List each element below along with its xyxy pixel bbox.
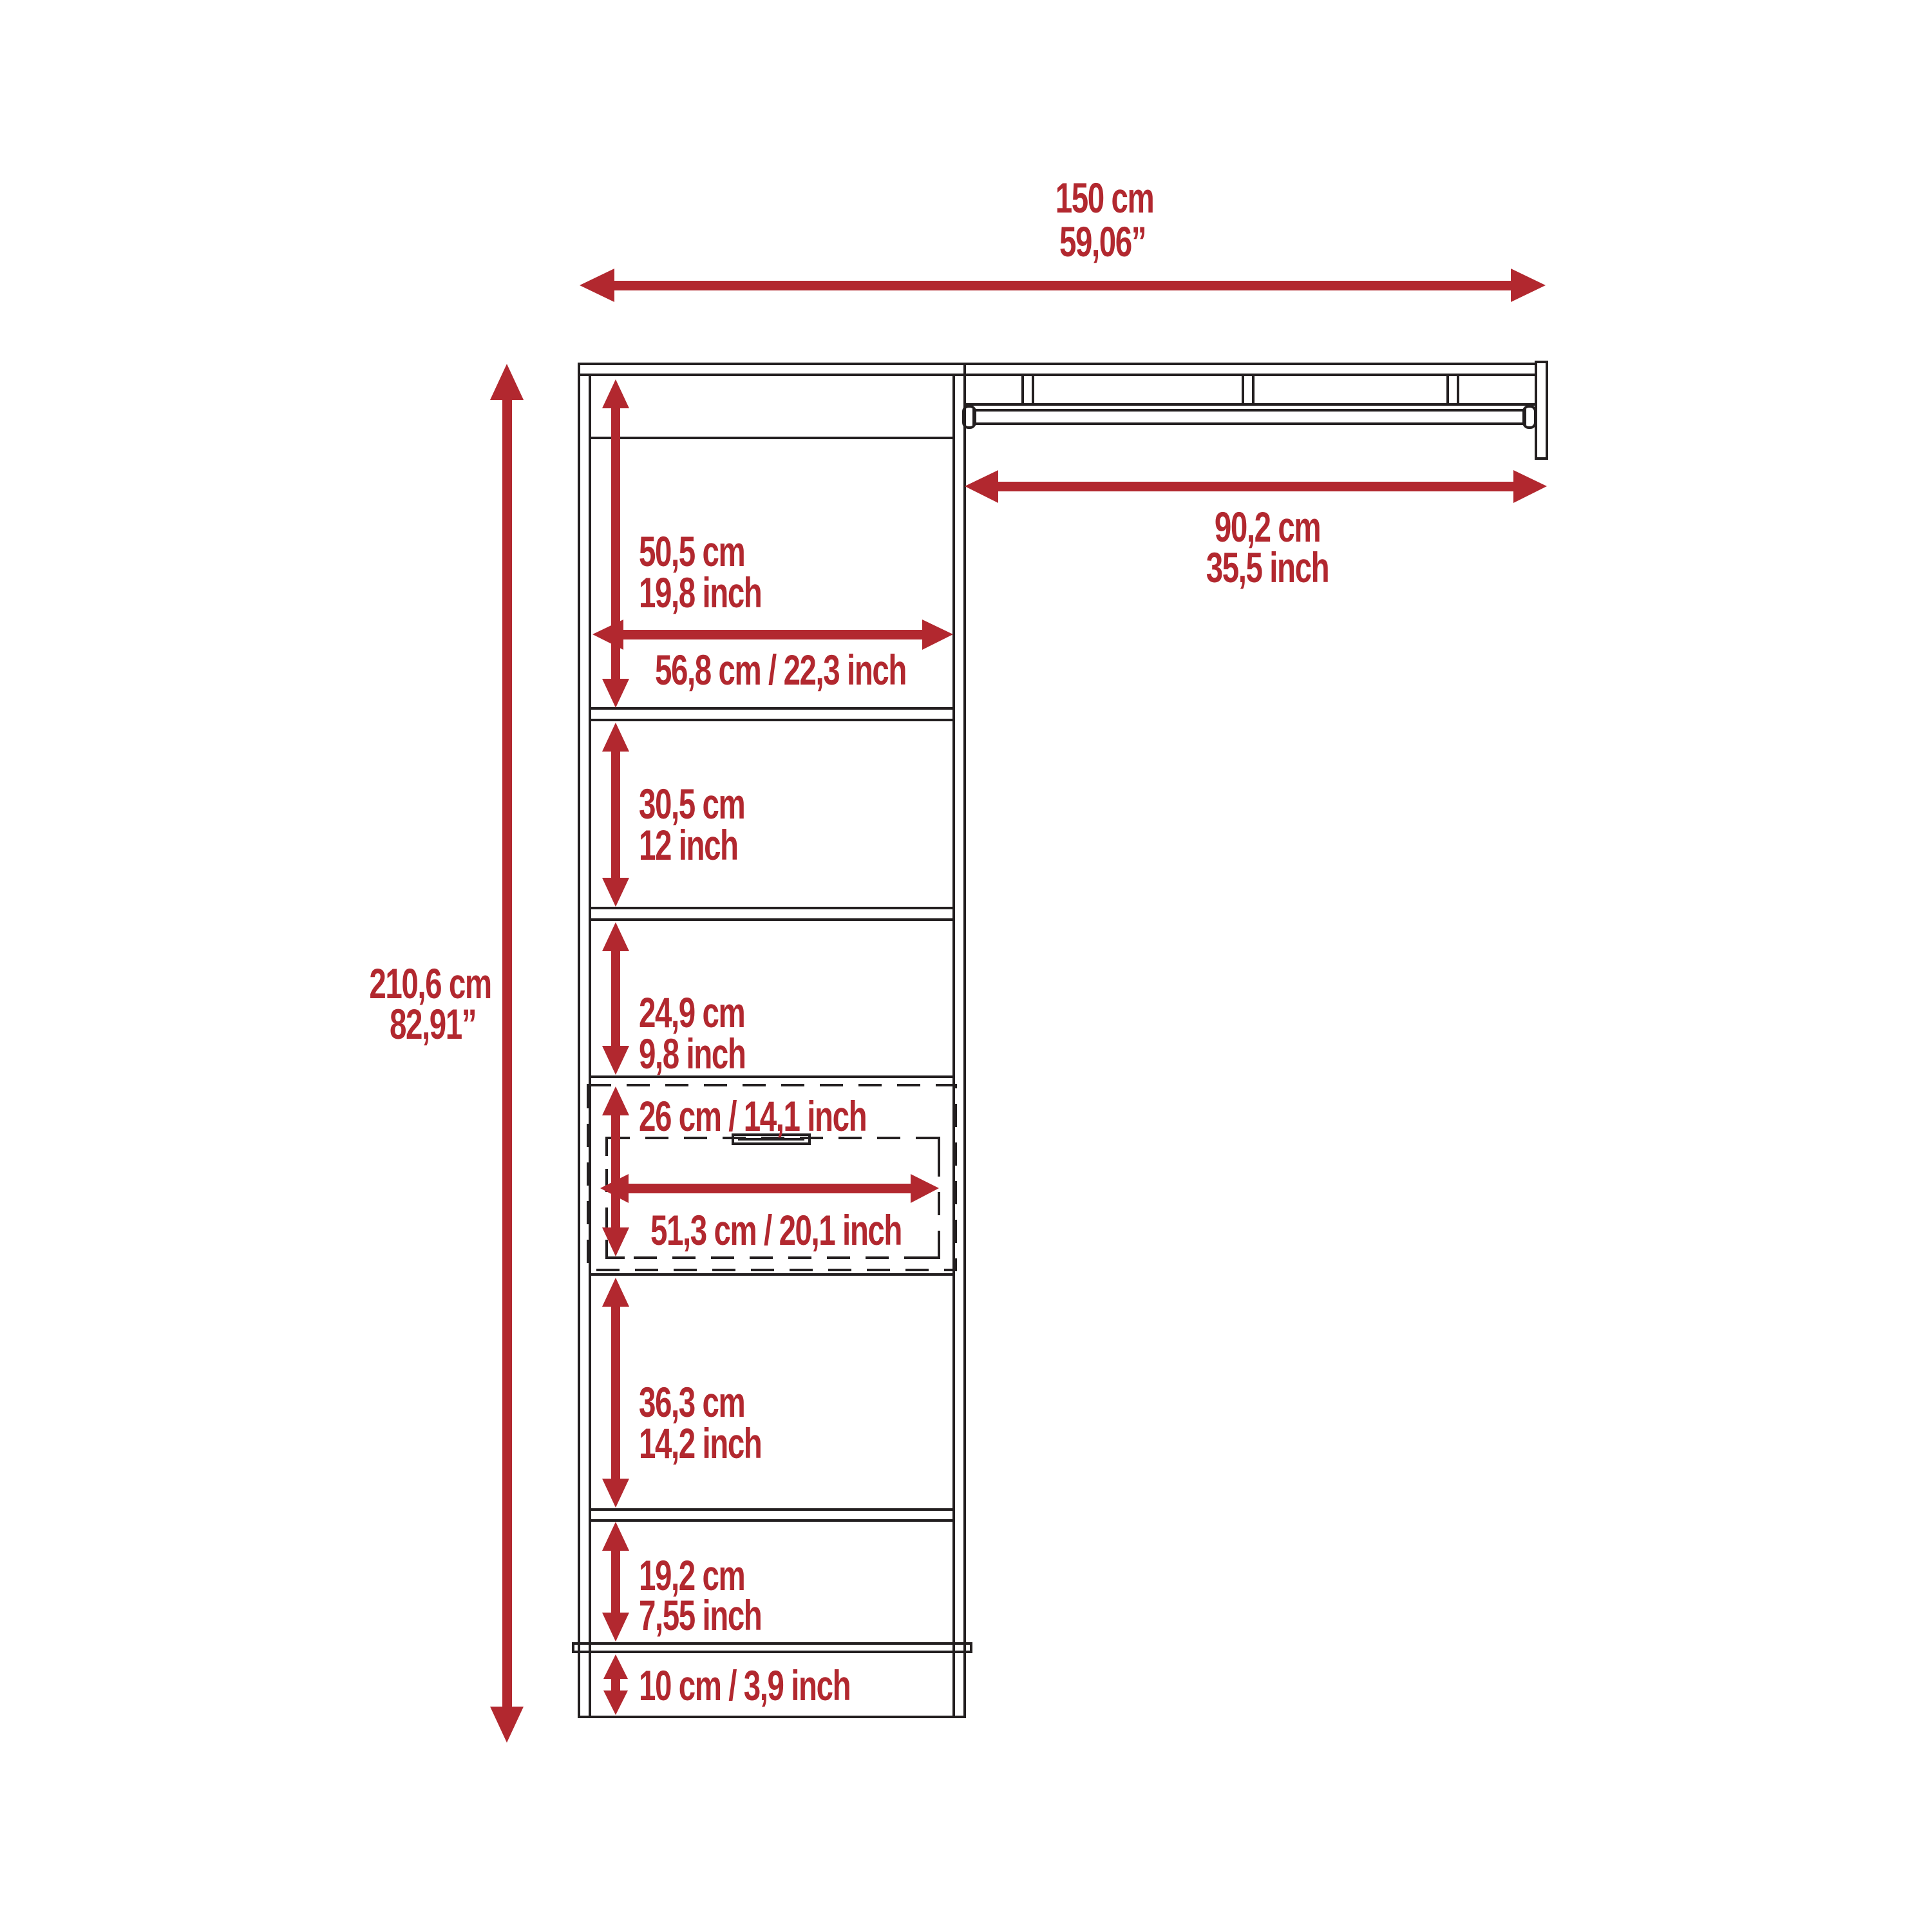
- arrow-head-down: [490, 1707, 524, 1743]
- label-fourth-section-inch: 14,2 inch: [639, 1420, 762, 1468]
- label-total-height-inch: 82,91”: [389, 1001, 477, 1048]
- base-shelf: [573, 1643, 971, 1652]
- label-total-width-cm: 150 cm: [1055, 175, 1154, 222]
- arrow-head-up: [490, 364, 524, 400]
- label-drawer-width: 51,3 cm / 20,1 inch: [650, 1207, 902, 1255]
- hanging-rod: [974, 410, 1525, 424]
- arrow-head-left: [580, 269, 614, 302]
- dim-drawer-width-arrow: [600, 1174, 939, 1203]
- dim-fourth-section-arrow: [602, 1278, 629, 1508]
- arrow-head-left: [965, 470, 998, 503]
- label-total-height-cm: 210,6 cm: [369, 960, 491, 1008]
- label-interior-width: 56,8 cm / 22,3 inch: [655, 647, 906, 694]
- dim-base-section-arrow: [603, 1654, 628, 1715]
- label-base-section: 10 cm / 3,9 inch: [639, 1662, 851, 1710]
- arrow-head-right: [911, 1174, 939, 1203]
- dim-third-section-arrow: [602, 922, 629, 1075]
- dim-rod-width-arrow: [965, 470, 1547, 503]
- arrow-head-right: [922, 620, 953, 650]
- label-drawer-height: 26 cm / 14,1 inch: [639, 1093, 867, 1141]
- hanging-rod-section: [963, 362, 1547, 459]
- label-fifth-section-cm: 19,2 cm: [639, 1552, 745, 1600]
- label-fourth-section-cm: 36,3 cm: [639, 1379, 745, 1426]
- dim-total-width-arrow: [580, 269, 1546, 302]
- label-third-section-cm: 24,9 cm: [639, 989, 745, 1037]
- label-fifth-section-inch: 7,55 inch: [639, 1592, 762, 1640]
- tower-outline: [579, 364, 965, 1717]
- label-second-section-inch: 12 inch: [639, 822, 738, 869]
- label-top-section-cm: 50,5 cm: [639, 528, 745, 576]
- drawer-corner-bottom-right: [921, 1240, 939, 1258]
- arrow-head-right: [1513, 470, 1547, 503]
- label-second-section-cm: 30,5 cm: [639, 781, 745, 828]
- label-top-section-inch: 19,8 inch: [639, 569, 762, 617]
- label-total-width-inch: 59,06”: [1059, 218, 1146, 266]
- label-rod-width-inch: 35,5 inch: [1206, 544, 1329, 592]
- dim-second-section-arrow: [602, 723, 629, 907]
- label-third-section-inch: 9,8 inch: [639, 1030, 746, 1078]
- dim-interior-width-arrow: [592, 620, 953, 650]
- dim-top-section-arrow: [602, 379, 629, 708]
- label-rod-width-cm: 90,2 cm: [1214, 504, 1321, 551]
- rod-right-bracket: [1536, 362, 1547, 459]
- dim-fifth-section-arrow: [602, 1522, 629, 1642]
- dim-total-height-arrow: [490, 364, 524, 1743]
- arrow-head-right: [1511, 269, 1546, 302]
- drawer-corner-top-right: [921, 1138, 939, 1156]
